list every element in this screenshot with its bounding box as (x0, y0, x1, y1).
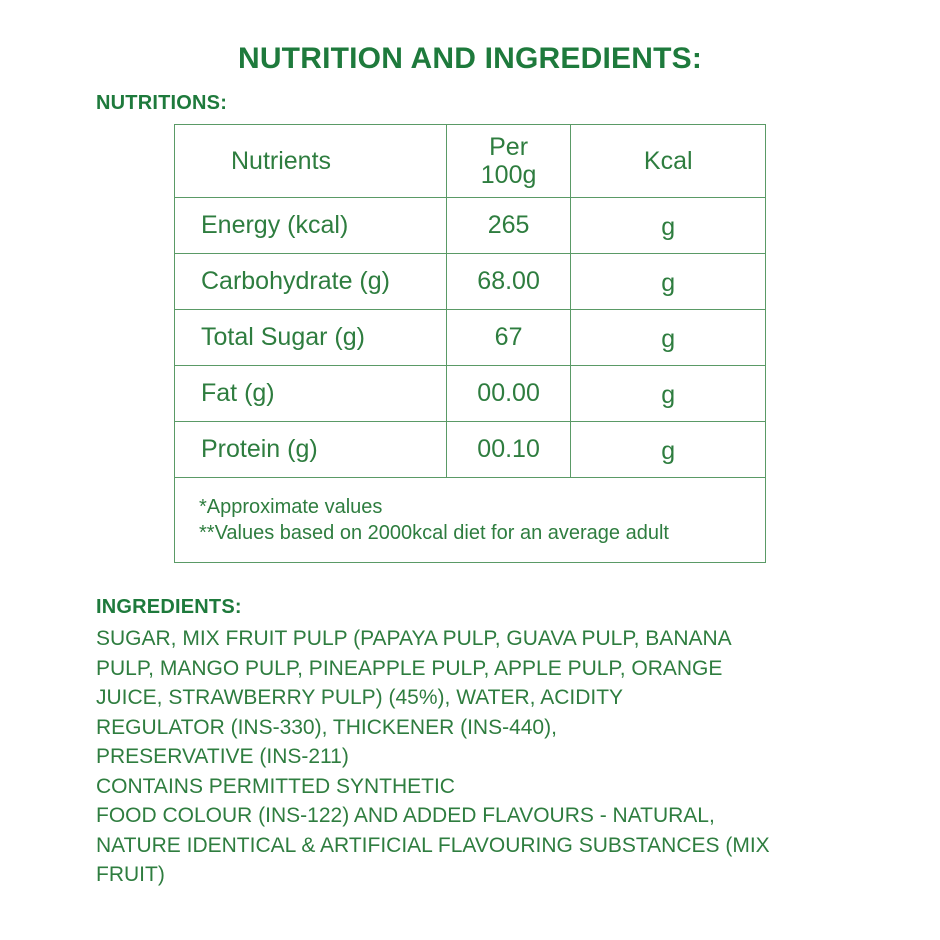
nutrition-table (174, 124, 766, 563)
table-row (175, 198, 766, 254)
table-row (175, 422, 766, 478)
nutrient-unit: g (571, 422, 766, 478)
ingredients-line: PULP, MANGO PULP, PINEAPPLE PULP, APPLE PULP, ORANGE (96, 656, 723, 680)
nutrient-unit: g (571, 198, 766, 254)
table-row (175, 366, 766, 422)
ingredients-line: REGULATOR (INS-330), THICKENER (INS-440), (96, 715, 557, 739)
nutrient-name: Fat (g) (175, 366, 447, 422)
nutrient-name: Carbohydrate (g) (175, 254, 447, 310)
ingredients-line: CONTAINS PERMITTED SYNTHETIC (96, 774, 455, 798)
note-diet-basis: **Values based on 2000kcal diet for an average adult (199, 522, 669, 544)
ingredients-line: SUGAR, MIX FRUIT PULP (PAPAYA PULP, GUAVA PULP, BANANA (96, 627, 732, 650)
nutrient-value: 265 (446, 198, 571, 254)
nutrient-unit: g (571, 254, 766, 310)
ingredients-line: JUICE, STRAWBERRY PULP) (45%), WATER, ACIDITY (96, 686, 624, 709)
nutrient-value: 67 (446, 310, 571, 366)
nutrient-name: Energy (kcal) (175, 198, 447, 254)
notes-row (175, 478, 766, 563)
ingredients-line: NATURE IDENTICAL & ARTIFICIAL FLAVOURING SUBSTANCES (MIX (96, 833, 770, 857)
nutrient-name: Total Sugar (g) (175, 310, 447, 366)
page-title: NUTRITION AND INGREDIENTS: (237, 42, 703, 75)
note-approximate: *Approximate values (199, 496, 383, 518)
table-header-row (175, 125, 766, 198)
nutrient-value: 00.00 (446, 366, 571, 422)
nutritions-heading: NUTRITIONS: (96, 92, 228, 114)
nutrient-value: 68.00 (446, 254, 571, 310)
header-per-line1: Per (489, 133, 529, 161)
ingredients-line: PRESERVATIVE (INS-211) (96, 745, 349, 768)
ingredients-list (96, 624, 856, 890)
table-row (175, 254, 766, 310)
nutrient-value: 00.10 (446, 422, 571, 478)
ingredients-line: FRUIT) (96, 863, 165, 886)
table-row (175, 310, 766, 366)
nutrient-name: Protein (g) (175, 422, 447, 478)
header-kcal: Kcal (571, 125, 766, 198)
table-notes (175, 478, 766, 563)
nutrient-unit: g (571, 366, 766, 422)
nutrient-unit: g (571, 310, 766, 366)
ingredients-heading: INGREDIENTS: (96, 596, 242, 618)
header-nutrients: Nutrients (175, 125, 447, 198)
header-per-line2: 100g (480, 161, 537, 189)
header-per-100g (446, 125, 571, 198)
ingredients-line: FOOD COLOUR (INS-122) AND ADDED FLAVOURS - NATURAL, (96, 804, 715, 827)
